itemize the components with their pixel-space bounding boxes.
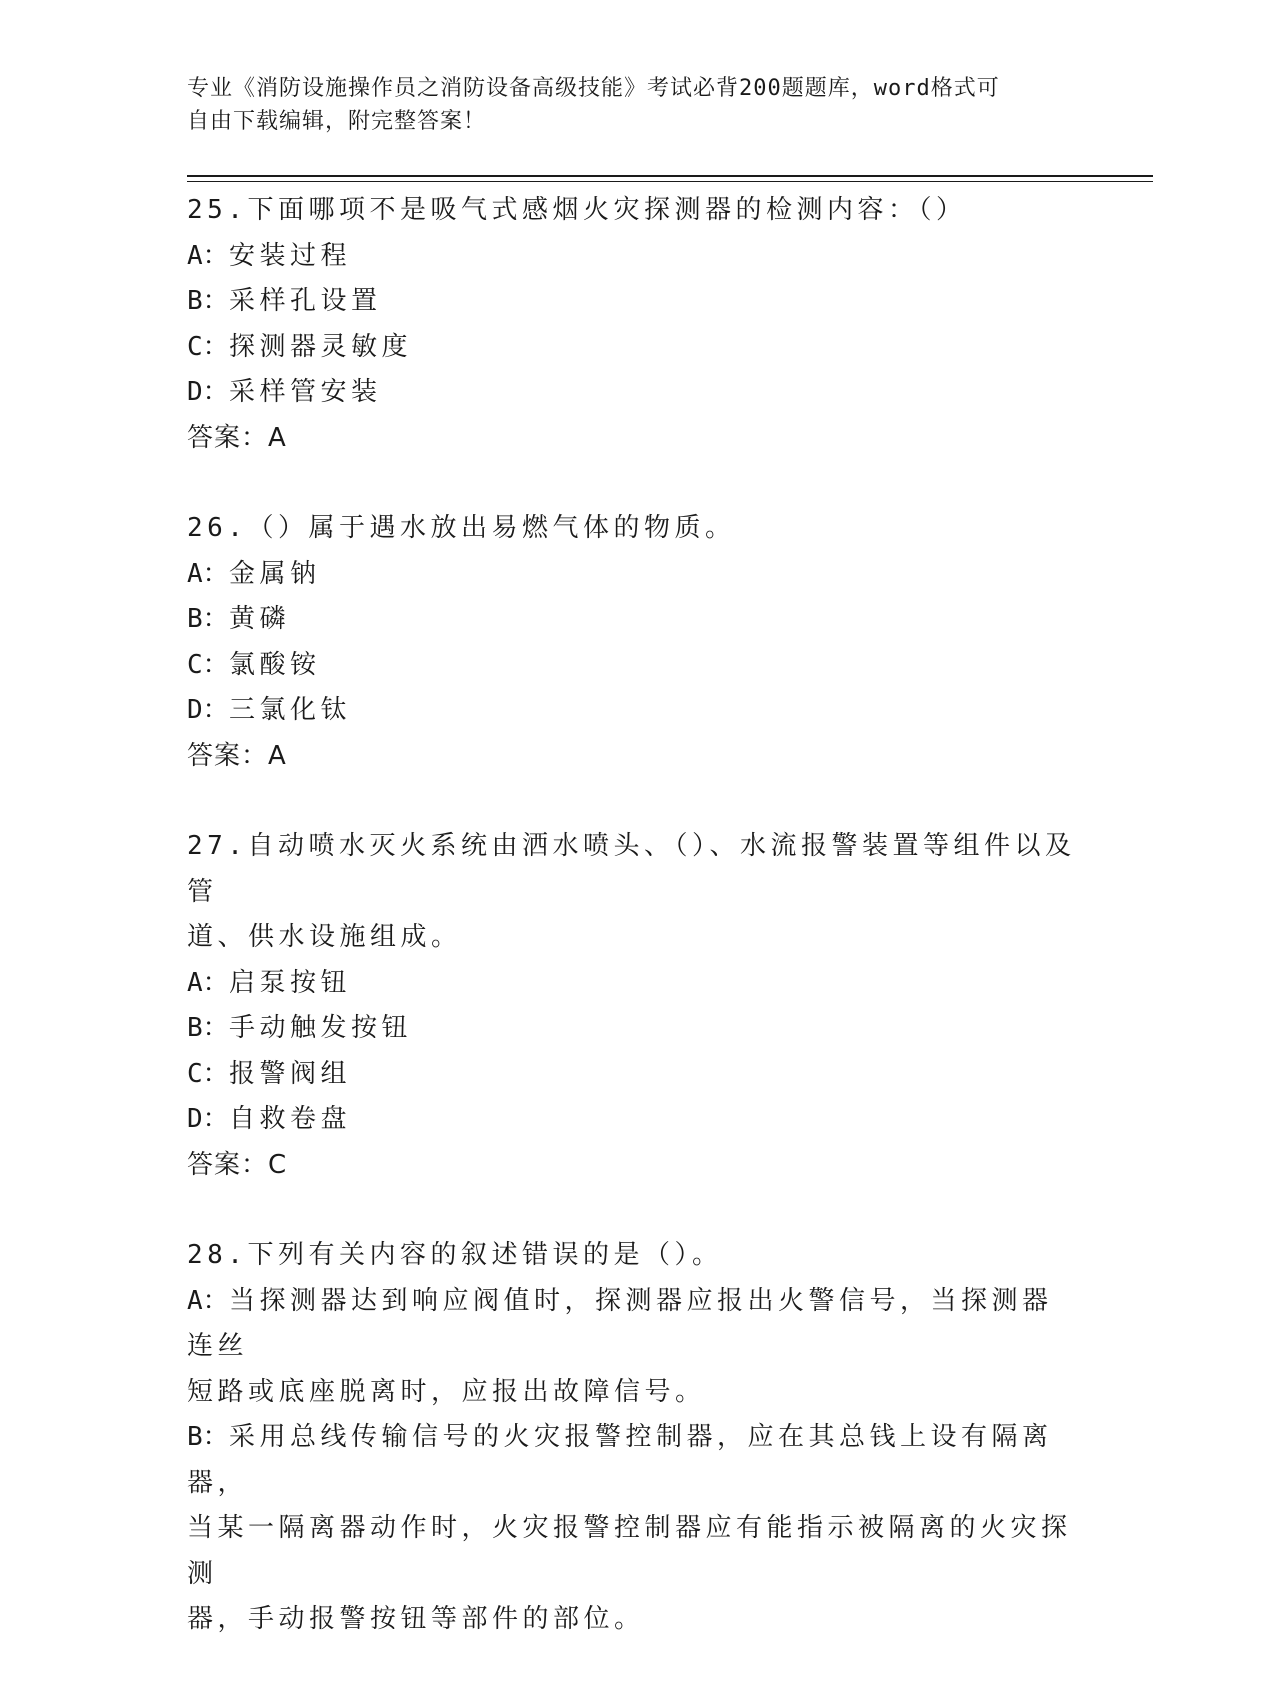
option-line (187, 552, 1077, 598)
option-line (187, 961, 1077, 1007)
option-key: C： (187, 331, 229, 362)
option-text: 安装过程 (229, 240, 352, 271)
answer-line: 答案：A (187, 422, 287, 453)
option-line (187, 688, 1077, 734)
question-block (187, 1233, 1077, 1643)
option-key: A： (187, 558, 229, 589)
option-text: 氯酸铵 (229, 649, 321, 680)
question-block (187, 506, 1077, 779)
option-key: B： (187, 1422, 229, 1452)
option-line (187, 370, 1077, 416)
option-line (187, 234, 1077, 280)
option-line (187, 279, 1077, 325)
option-text: 自救卷盘 (229, 1104, 352, 1134)
option-key: D： (187, 695, 229, 725)
option-key: B： (187, 286, 229, 316)
option-line (187, 643, 1077, 689)
option-key: A： (187, 1285, 229, 1316)
question-list (187, 188, 1077, 1688)
question-stem: 28.下列有关内容的叙述错误的是（）。 (187, 1240, 723, 1270)
option-continuation: 器，手动报警按钮等部件的部位。 (187, 1604, 645, 1634)
header-divider-thick (187, 175, 1153, 177)
option-text: 采用总线传输信号的火灾报警控制器，应在其总钱上设有隔离器， (187, 1422, 1053, 1498)
option-text: 启泵按钮 (229, 967, 352, 998)
question-stem: 25.下面哪项不是吸气式感烟火灾探测器的检测内容：（） (187, 195, 967, 225)
question-block (187, 188, 1077, 461)
option-continuation: 当某一隔离器动作时，火灾报警控制器应有能指示被隔离的火灾探测 (187, 1513, 1072, 1589)
option-line (187, 1279, 1077, 1370)
option-text: 探测器灵敏度 (229, 331, 413, 362)
option-key: C： (187, 1058, 229, 1089)
option-key: D： (187, 377, 229, 407)
option-key: B： (187, 604, 229, 634)
option-text: 手动触发按钮 (229, 1013, 413, 1043)
option-key: C： (187, 649, 229, 680)
question-stem: 26.（）属于遇水放出易燃气体的物质。 (187, 513, 736, 543)
option-line (187, 1006, 1077, 1052)
option-text: 采样孔设置 (229, 286, 382, 316)
option-line (187, 325, 1077, 371)
option-key: A： (187, 240, 229, 271)
question-stem: 27.自动喷水灭火系统由洒水喷头、（）、水流报警装置等组件以及管 (187, 831, 1076, 907)
option-text: 当探测器达到响应阀值时，探测器应报出火警信号，当探测器连丝 (187, 1285, 1053, 1361)
option-text: 采样管安装 (229, 377, 382, 407)
option-key: D： (187, 1104, 229, 1134)
option-line (187, 1052, 1077, 1098)
option-line (187, 1415, 1077, 1506)
option-key: A： (187, 967, 229, 998)
answer-line: 答案：C (187, 1149, 288, 1180)
question-stem: 道、供水设施组成。 (187, 922, 462, 952)
option-line (187, 597, 1077, 643)
header-line-1: 专业《消防设施操作员之消防设备高级技能》考试必背200题题库，word格式可 (187, 76, 1000, 101)
question-block (187, 824, 1077, 1188)
option-line (187, 1097, 1077, 1143)
header-divider-thin (187, 181, 1153, 182)
option-text: 报警阀组 (229, 1058, 352, 1089)
option-text: 金属钠 (229, 558, 321, 589)
answer-line: 答案：A (187, 740, 287, 771)
header-line-2: 自由下载编辑，附完整答案！ (187, 109, 487, 134)
option-text: 三氯化钛 (229, 695, 352, 725)
document-header (187, 72, 1087, 138)
option-key: B： (187, 1013, 229, 1043)
option-text: 黄磷 (229, 604, 291, 634)
option-continuation: 短路或底座脱离时，应报出故障信号。 (187, 1376, 706, 1407)
